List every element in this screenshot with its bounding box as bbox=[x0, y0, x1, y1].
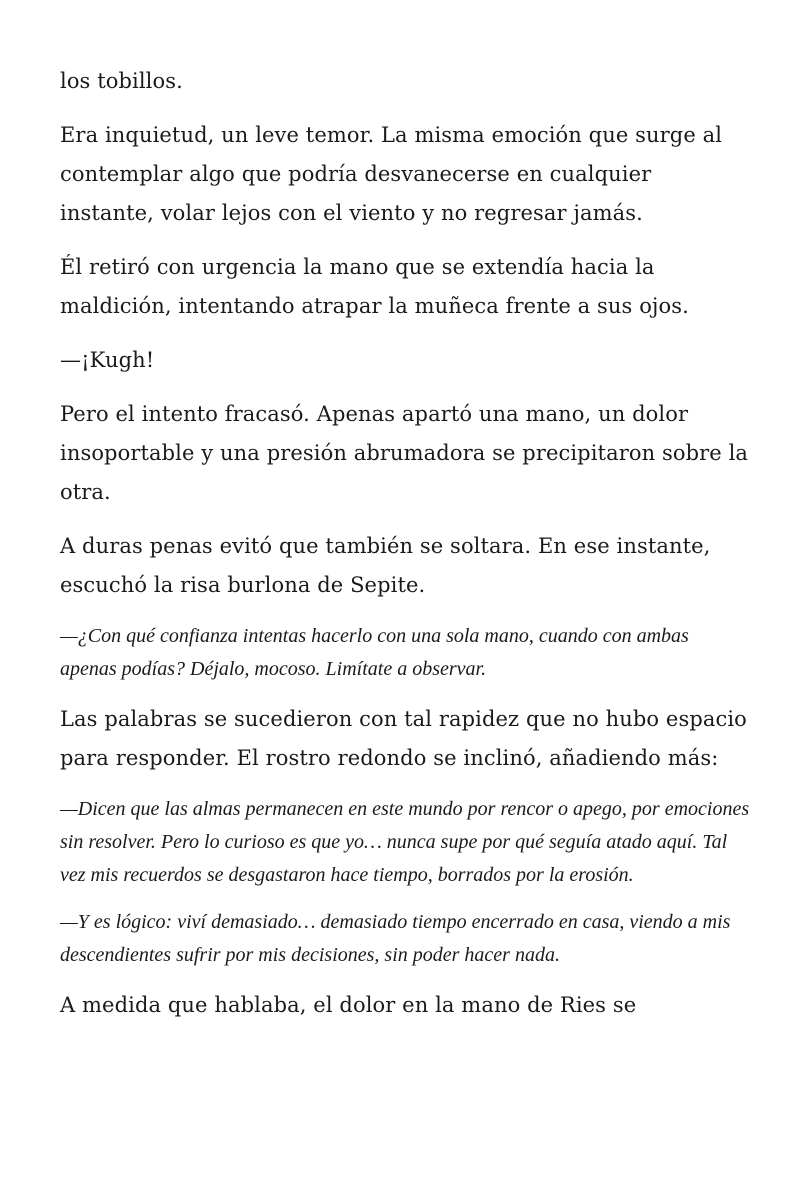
italic-dialogue-paragraph: —Y es lógico: viví demasiado… demasiado tiempo encerrado en casa, viendo a mis descendientes sufrir por mis decisiones, sin poder hacer nada. bbox=[60, 911, 731, 966]
paragraph: Era inquietud, un leve temor. La misma emoción que surge al contemplar algo que podría desvanecerse en cualquier instante, volar lejos con el viento y no regresar jamás. bbox=[60, 123, 723, 225]
paragraph: A duras penas evitó que también se soltara. En ese instante, escuchó la risa burlona de Sepite. bbox=[60, 534, 711, 597]
paragraph: Pero el intento fracasó. Apenas apartó una mano, un dolor insoportable y una presión abrumadora se precipitaron sobre la otra. bbox=[60, 402, 749, 504]
italic-dialogue-paragraph: —Dicen que las almas permanecen en este mundo por rencor o apego, por emociones sin resolver. Pero lo curioso es que yo… nunca supe por qué seguía atado aquí. Tal vez mis recuerdos se desgastaron hace tiempo, borrados por la erosión. bbox=[60, 798, 750, 886]
paragraph: Él retiró con urgencia la mano que se extendía hacia la maldición, intentando atrapar la muñeca frente a sus ojos. bbox=[60, 255, 689, 318]
paragraph: los tobillos. bbox=[60, 69, 183, 93]
italic-dialogue-paragraph: —¿Con qué confianza intentas hacerlo con una sola mano, cuando con ambas apenas podías? Déjalo, mocoso. Limítate a observar. bbox=[60, 625, 689, 680]
paragraph: Las palabras se sucedieron con tal rapidez que no hubo espacio para responder. El rostro redondo se inclinó, añadiendo más: bbox=[60, 707, 747, 770]
paragraph: A medida que hablaba, el dolor en la mano de Ries se bbox=[60, 993, 637, 1017]
reading-page bbox=[60, 62, 750, 1040]
paragraph: —¡Kugh! bbox=[60, 348, 155, 372]
